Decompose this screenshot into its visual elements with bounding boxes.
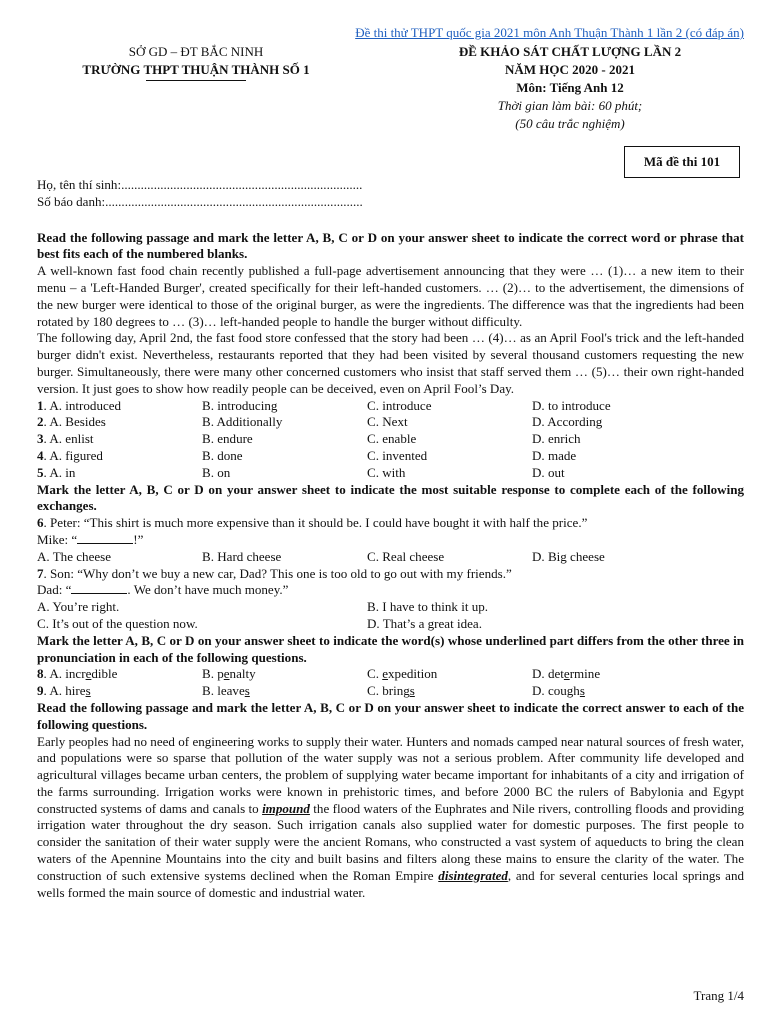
question-number: 8 bbox=[37, 666, 44, 682]
question-row bbox=[37, 616, 744, 633]
option-a: A. You’re right. bbox=[37, 599, 120, 615]
option-b: B. Additionally bbox=[202, 414, 283, 430]
question-row bbox=[37, 465, 744, 482]
header-divider bbox=[146, 80, 246, 81]
option-b: B. leaves bbox=[202, 683, 250, 699]
option-b: B. Hard cheese bbox=[202, 548, 282, 564]
option-a: 8. A. incredible bbox=[37, 666, 118, 682]
passage1-paragraph1: A well-known fast food chain recently published a full-page advertisement announcing that they were … (1)… a new item to their menu – a 'Left-Handed Burger', created specifically for their left-handed customers. … (2)… to the advertisement, the dimensions of the new burger were identical to those of the original burger, as were the ingredients. The difference was that the ingredients had been rotated by 180 degrees to … (3)… left-handed people to handle the burger without difficulty. bbox=[37, 263, 744, 329]
header-right bbox=[410, 43, 730, 133]
section1-instruction: Read the following passage and mark the letter A, B, C or D on your answer sheet to indicate the correct word or phrase that best fits each of the numbered blanks. bbox=[37, 229, 744, 262]
option-d: D. determine bbox=[532, 666, 601, 682]
option-d: D. enrich bbox=[532, 431, 581, 447]
option-c: C. It’s out of the question now. bbox=[37, 615, 198, 631]
school-name: TRƯỜNG THPT THUẬN THÀNH SỐ 1 bbox=[82, 62, 310, 77]
option-d: D. Big cheese bbox=[532, 548, 605, 564]
option-d: D. made bbox=[532, 447, 577, 463]
option-b: B. introducing bbox=[202, 397, 278, 413]
section2-instruction: Mark the letter A, B, C or D on your answer sheet to indicate the most suitable response to complete each of the following exchanges. bbox=[37, 481, 744, 514]
section4-instruction: Read the following passage and mark the letter A, B, C or D on your answer sheet to indicate the correct answer to each of the following questions. bbox=[37, 699, 744, 732]
question-6-prompt: 6. Peter: “This shirt is much more expensive than it should be. I could have bought it with half the price.” bbox=[37, 515, 588, 531]
option-a: . A. in bbox=[43, 464, 76, 480]
page-number: Trang 1/4 bbox=[693, 988, 744, 1003]
option-a: 9. A. hires bbox=[37, 683, 91, 699]
question-row bbox=[37, 666, 744, 683]
question-number: 7 bbox=[37, 565, 44, 581]
option-d: D. out bbox=[532, 464, 565, 480]
option-a: . A. introduced bbox=[43, 397, 122, 413]
question-number: 3 bbox=[37, 431, 44, 447]
question-7-prompt: 7. Son: “Why don’t we buy a new car, Dad? This one is too old to go out with my friends.” bbox=[37, 565, 512, 581]
exam-title: ĐỀ KHẢO SÁT CHẤT LƯỢNG LẦN 2 bbox=[458, 44, 682, 59]
question-number: 1 bbox=[37, 397, 44, 413]
department-name: SỞ GD – ĐT BẮC NINH bbox=[128, 44, 264, 59]
question-row bbox=[37, 549, 744, 566]
option-a: . A. figured bbox=[43, 447, 103, 463]
question-number: 2 bbox=[37, 414, 44, 430]
time-limit: Thời gian làm bài: 60 phút; bbox=[497, 98, 643, 113]
option-c: C. brings bbox=[367, 683, 415, 699]
question-row bbox=[37, 431, 744, 448]
question-row bbox=[37, 414, 744, 431]
option-d: D. to introduce bbox=[532, 397, 611, 413]
question-row bbox=[37, 398, 744, 415]
student-id-field: Số báo danh:............................................................................... bbox=[37, 193, 363, 209]
question-number: 6 bbox=[37, 515, 44, 531]
answer-blank bbox=[77, 532, 133, 544]
question-number: 5 bbox=[37, 464, 44, 480]
exam-body bbox=[37, 177, 744, 901]
option-a: . A. enlist bbox=[43, 431, 94, 447]
exam-code-box bbox=[624, 146, 740, 178]
option-c: C. enable bbox=[367, 431, 417, 447]
school-year: NĂM HỌC 2020 - 2021 bbox=[505, 62, 635, 77]
option-a: . A. Besides bbox=[43, 414, 106, 430]
option-c: C. introduce bbox=[367, 397, 432, 413]
section3-instruction: Mark the letter A, B, C or D on your answer sheet to indicate the word(s) whose underlined part differs from the other three in pronunciation in each of the following questions. bbox=[37, 632, 744, 665]
header-left bbox=[80, 43, 312, 81]
keyword-impound: impound bbox=[262, 800, 310, 816]
option-d: D. That’s a great idea. bbox=[367, 615, 482, 631]
student-name-field: Họ, tên thí sinh:.......................................................................... bbox=[37, 177, 363, 192]
option-d: D. coughs bbox=[532, 683, 585, 699]
option-c: C. invented bbox=[367, 447, 428, 463]
option-c: C. Real cheese bbox=[367, 548, 445, 564]
option-d: D. According bbox=[532, 414, 603, 430]
question-number: 4 bbox=[37, 447, 44, 463]
option-b: B. on bbox=[202, 464, 231, 480]
option-b: B. penalty bbox=[202, 666, 256, 682]
question-count: (50 câu trắc nghiệm) bbox=[515, 116, 625, 131]
passage2: Early peoples had no need of engineering works to supply their water. Hunters and nomads camped near natural sources of fresh water, and populations were so sparse that pollution of the water supply was not a serious problem. After community life developed and agricultural villages became urban centers, the problem of supplying water became important for inhabitants of a city and irrigation of the farms surrounding. Irrigation works were known in prehistoric times, and before 2000 BC the rulers of Babylonia and Egypt constructed systems of dams and canals to impound the flood waters of the Euphrates and Nile rivers, controlling floods and providing irrigation water throughout the dry season. Such irrigation canals also supplied water for domestic purposes. The first people to consider the sanitation of their water supply were the ancient Romans, who constructed a vast system of aqueducts to bring the clean waters of the Apennine Mountains into the city and built basins and filters along these mains to ensure the clarity of the water. The construction of such extensive systems declined when the Roman Empire disintegrated, and for several centuries local springs and wells formed the main source of domestic and industrial water. bbox=[37, 733, 744, 900]
option-c: C. with bbox=[367, 464, 406, 480]
question-6-response: Mike: “ !” bbox=[37, 531, 144, 547]
option-c: C. Next bbox=[367, 414, 408, 430]
exam-code: Mã đề thi 101 bbox=[643, 154, 721, 169]
question-row bbox=[37, 448, 744, 465]
option-b: B. endure bbox=[202, 431, 253, 447]
subject: Môn: Tiếng Anh 12 bbox=[516, 80, 624, 95]
answer-blank bbox=[71, 582, 127, 594]
question-row bbox=[37, 683, 744, 700]
option-a: A. The cheese bbox=[37, 548, 112, 564]
question-number: 9 bbox=[37, 683, 44, 699]
exam-title-link[interactable]: Đề thi thử THPT quốc gia 2021 môn Anh Thuận Thành 1 lần 2 (có đáp án) bbox=[355, 25, 744, 40]
option-c: C. expedition bbox=[367, 666, 438, 682]
option-b: B. I have to think it up. bbox=[367, 599, 489, 615]
question-row bbox=[37, 599, 744, 616]
option-b: B. done bbox=[202, 447, 243, 463]
passage1-paragraph2: The following day, April 2nd, the fast food store confessed that the story had been … (4)… as an April Fool's trick and the left-handed burger didn't exist. Nevertheless, restaurants reported that they had been visited by several thousand customers requesting the new burger. Simultaneously, there were many other concerned customers who insist that staff served them … (5)… their own right-handed version. It just goes to show how readily people can be deceived, even on April Fool’s Day. bbox=[37, 330, 744, 396]
keyword-disintegrated: disintegrated bbox=[438, 867, 508, 883]
question-7-response: Dad: “ . We don’t have much money.” bbox=[37, 582, 289, 598]
student-fields bbox=[37, 177, 744, 211]
